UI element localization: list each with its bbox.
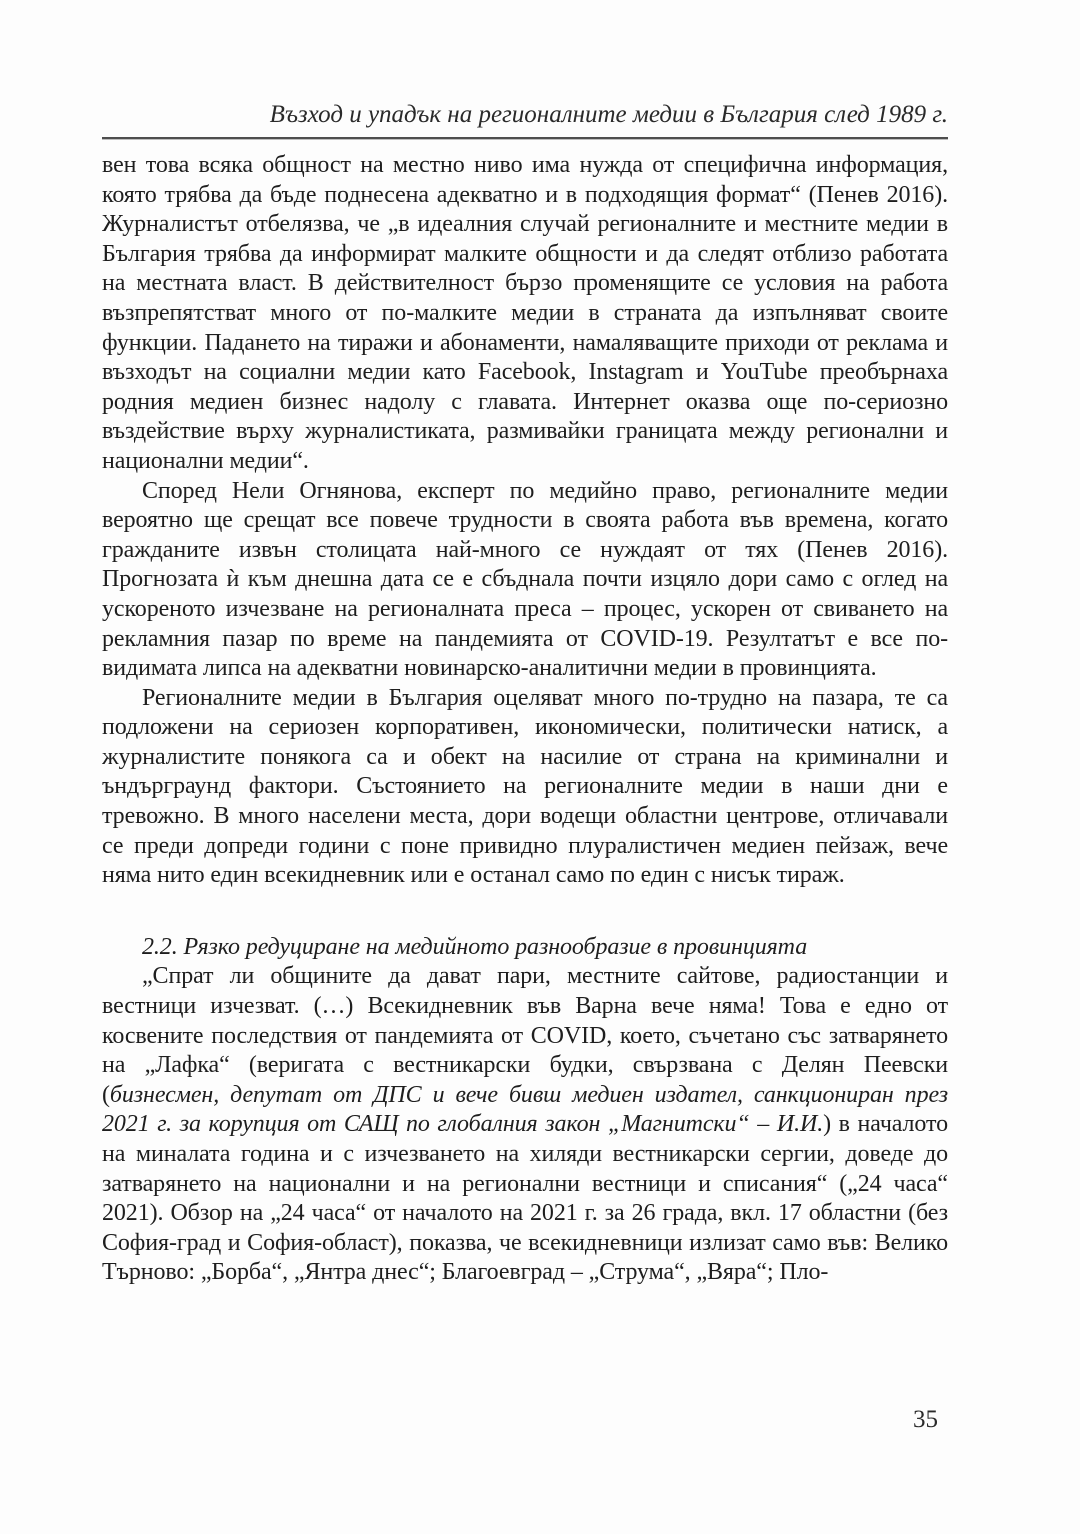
italic-text-run: бизнесмен, депутат от ДПС и вече бивш медиен издател, санкциониран през 2021 г. за корупция от САЩ по глобалния закон „Магнитски“ – И.И.	[102, 1081, 948, 1138]
running-head	[102, 100, 948, 140]
text-body	[102, 151, 948, 1288]
paragraph	[102, 962, 948, 1288]
text-run: Според Нели Огнянова, експерт по медийно право, регионалните медии вероятно ще срещат все повече трудности в своята работа във времена, когато гражданите извън столицата най-много се нуждаят от тях (Пенев 2016). Прогнозата ѝ към днешна дата се е сбъднала почти изцяло дори само с оглед на ускореното изчезване на регионалната преса – процес, ускорен от свиването на рекламния пазар по време на пандемията от COVID-19. Резултатът е все по-видимата липса на адекватни новинарско-аналитични медии в провинцията.	[102, 477, 948, 682]
header-rule	[102, 137, 948, 140]
section-heading	[102, 933, 948, 963]
text-run: ) в началото на миналата година и с изчезването на хиляди вестникарски сергии, доведе до затварянето на национални и на регионални вестници и списания“ („24 часа“ 2021). Обзор на „24 часа“ от началото на 2021 г. за 26 града, вкл. 17 областни (без София-град и София-област), показва, че всекидневници излизат само във: Велико Търново: „Борба“, „Янтра днес“; Благоевград – „Струма“, „Вяра“; Пло-	[102, 1111, 948, 1286]
paragraph	[102, 684, 948, 891]
text-run: 2.2. Рязко редуциране на медийното разнообразие в провинцията	[142, 933, 808, 960]
text-run: вен това всяка общност на местно ниво има нужда от специфична информация, която трябва да бъде поднесена адекватно и в подходящия формат“ (Пенев 2016). Журналистът отбелязва, че „в идеалния случай регионалните и местните медии в България трябва да информират малките общности и да следят отблизо работата на местната власт. В действителност бързо променящите се условия на работа възпрепятстват много от по-малките медии в страната да изпълняват своите функции. Падането на тиражи и абонаменти, намаляващите приходи от реклама и възходът на социални медии като Facebook, Instagram и YouTube преобърнаха родния медиен бизнес надолу с главата. Интернет оказва още по-сериозно въздействие върху журналистиката, размивайки границата между регионални и национални медии“.	[102, 152, 948, 474]
running-head-title: Възход и упадък на регионалните медии в България след 1989 г.	[269, 101, 948, 128]
text-run: „Спрат ли общините да дават пари, местните сайтове, радиостанции и вестници изчезват. (…) Всекидневник във Варна вече няма! Това е едно от косвените последствия от пандемията от COVID, което, съчетано със затварянето на „Лафка“ (веригата с вестникарски будки, свързвана с Делян Пеевски (	[102, 963, 948, 1108]
text-run: Регионалните медии в България оцеляват много по-трудно на пазара, те са подложени на сериозен корпоративен, икономически, политически натиск, а журналистите понякога са и обект на насилие от страна на криминални и ъндърграунд фактори. Състоянието на регионалните медии в наши дни е тревожно. В много населени места, дори водещи областни центрове, отличавали се преди допреди години с поне привидно плуралистичен медиен пейзаж, вече няма нито един всекидневник или е останал само по един с нисък тираж.	[102, 684, 948, 889]
paragraph	[102, 151, 948, 477]
paragraph	[102, 477, 948, 684]
page-number: 35	[913, 1406, 938, 1433]
